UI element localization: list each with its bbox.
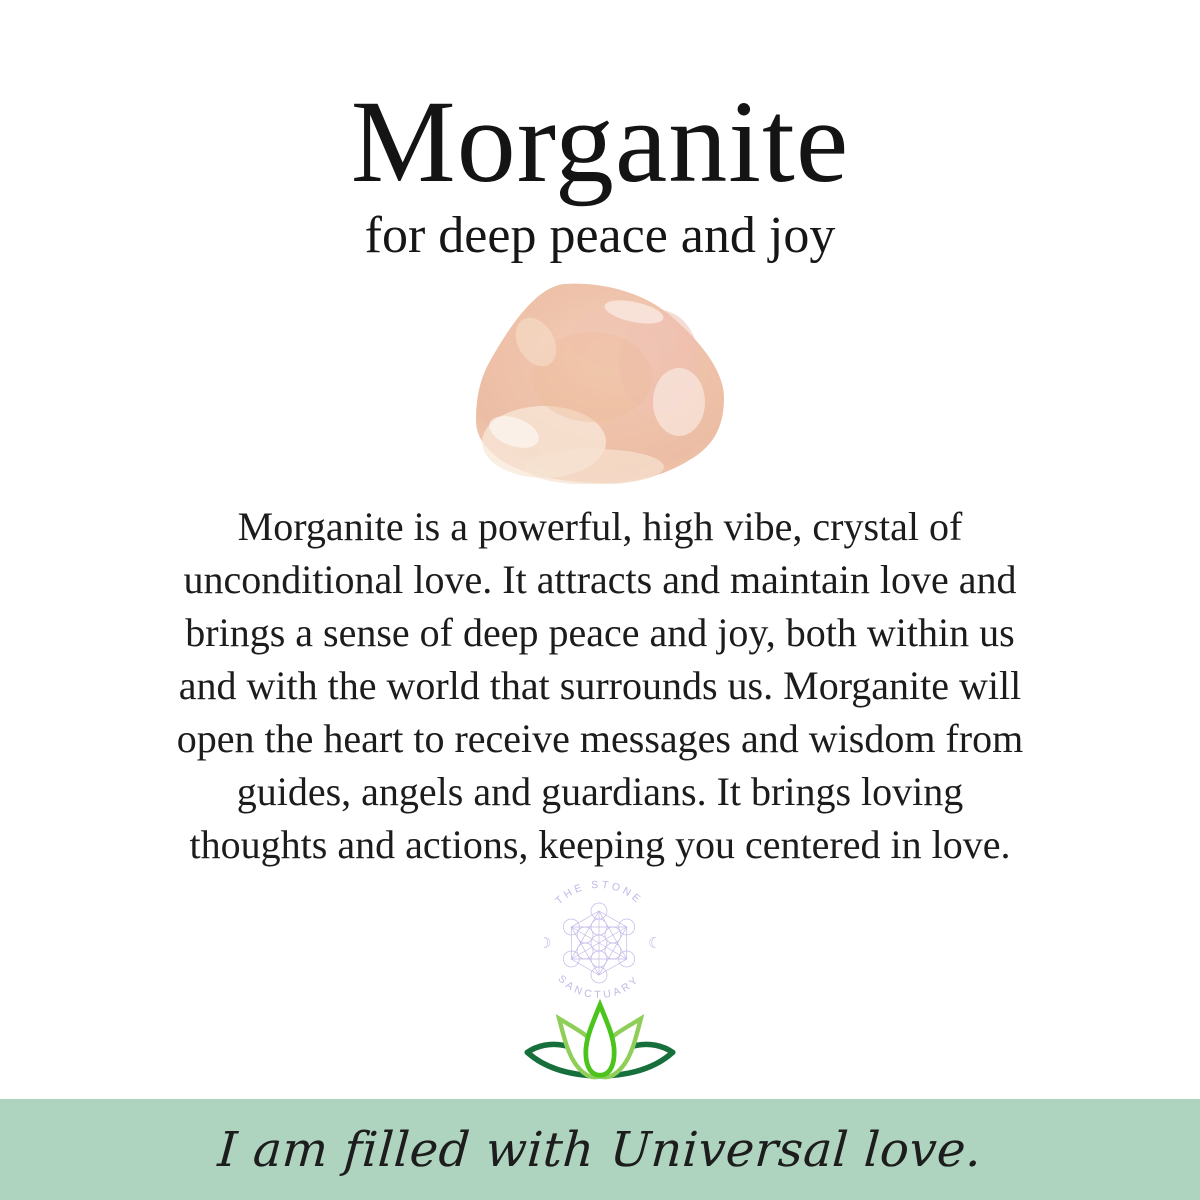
watermark-top-text: THE STONE: [553, 878, 645, 908]
watermark-bottom-text: SANCTUARY: [555, 973, 643, 1002]
description-line: Morganite is a powerful, high vibe, crystal of: [237, 504, 963, 550]
morganite-crystal-photo: [474, 282, 726, 484]
description-line: brings a sense of deep peace and joy, both within us: [185, 610, 1015, 656]
crescent-moon-left-icon: ☽: [538, 934, 552, 953]
stone-sanctuary-watermark-logo: [529, 875, 671, 1005]
metatron-cube-icon: [563, 903, 634, 983]
crescent-moon-right-icon: ☾: [648, 934, 662, 953]
affirmation-text: I am filled with Universal love.: [216, 1121, 984, 1178]
watermark-svg: [529, 875, 671, 1005]
description-line: thoughts and actions, keeping you centered in love.: [189, 822, 1011, 868]
description-line: unconditional love. It attracts and maintain love and: [183, 557, 1017, 603]
subtitle: for deep peace and joy: [364, 207, 836, 265]
lotus-petal-center: [586, 1005, 614, 1075]
description-line: open the heart to receive messages and wisdom from: [176, 716, 1024, 762]
description-line: and with the world that surrounds us. Morganite will: [178, 663, 1022, 709]
description-text: [95, 500, 1105, 871]
affirmation-banner: [0, 1099, 1200, 1200]
crystal-illustration: [474, 282, 726, 484]
lotus-svg: [521, 997, 679, 1084]
page-title: Morganite: [350, 76, 850, 207]
lotus-logo-icon: [521, 997, 679, 1084]
description-line: guides, angels and guardians. It brings loving: [236, 769, 964, 815]
